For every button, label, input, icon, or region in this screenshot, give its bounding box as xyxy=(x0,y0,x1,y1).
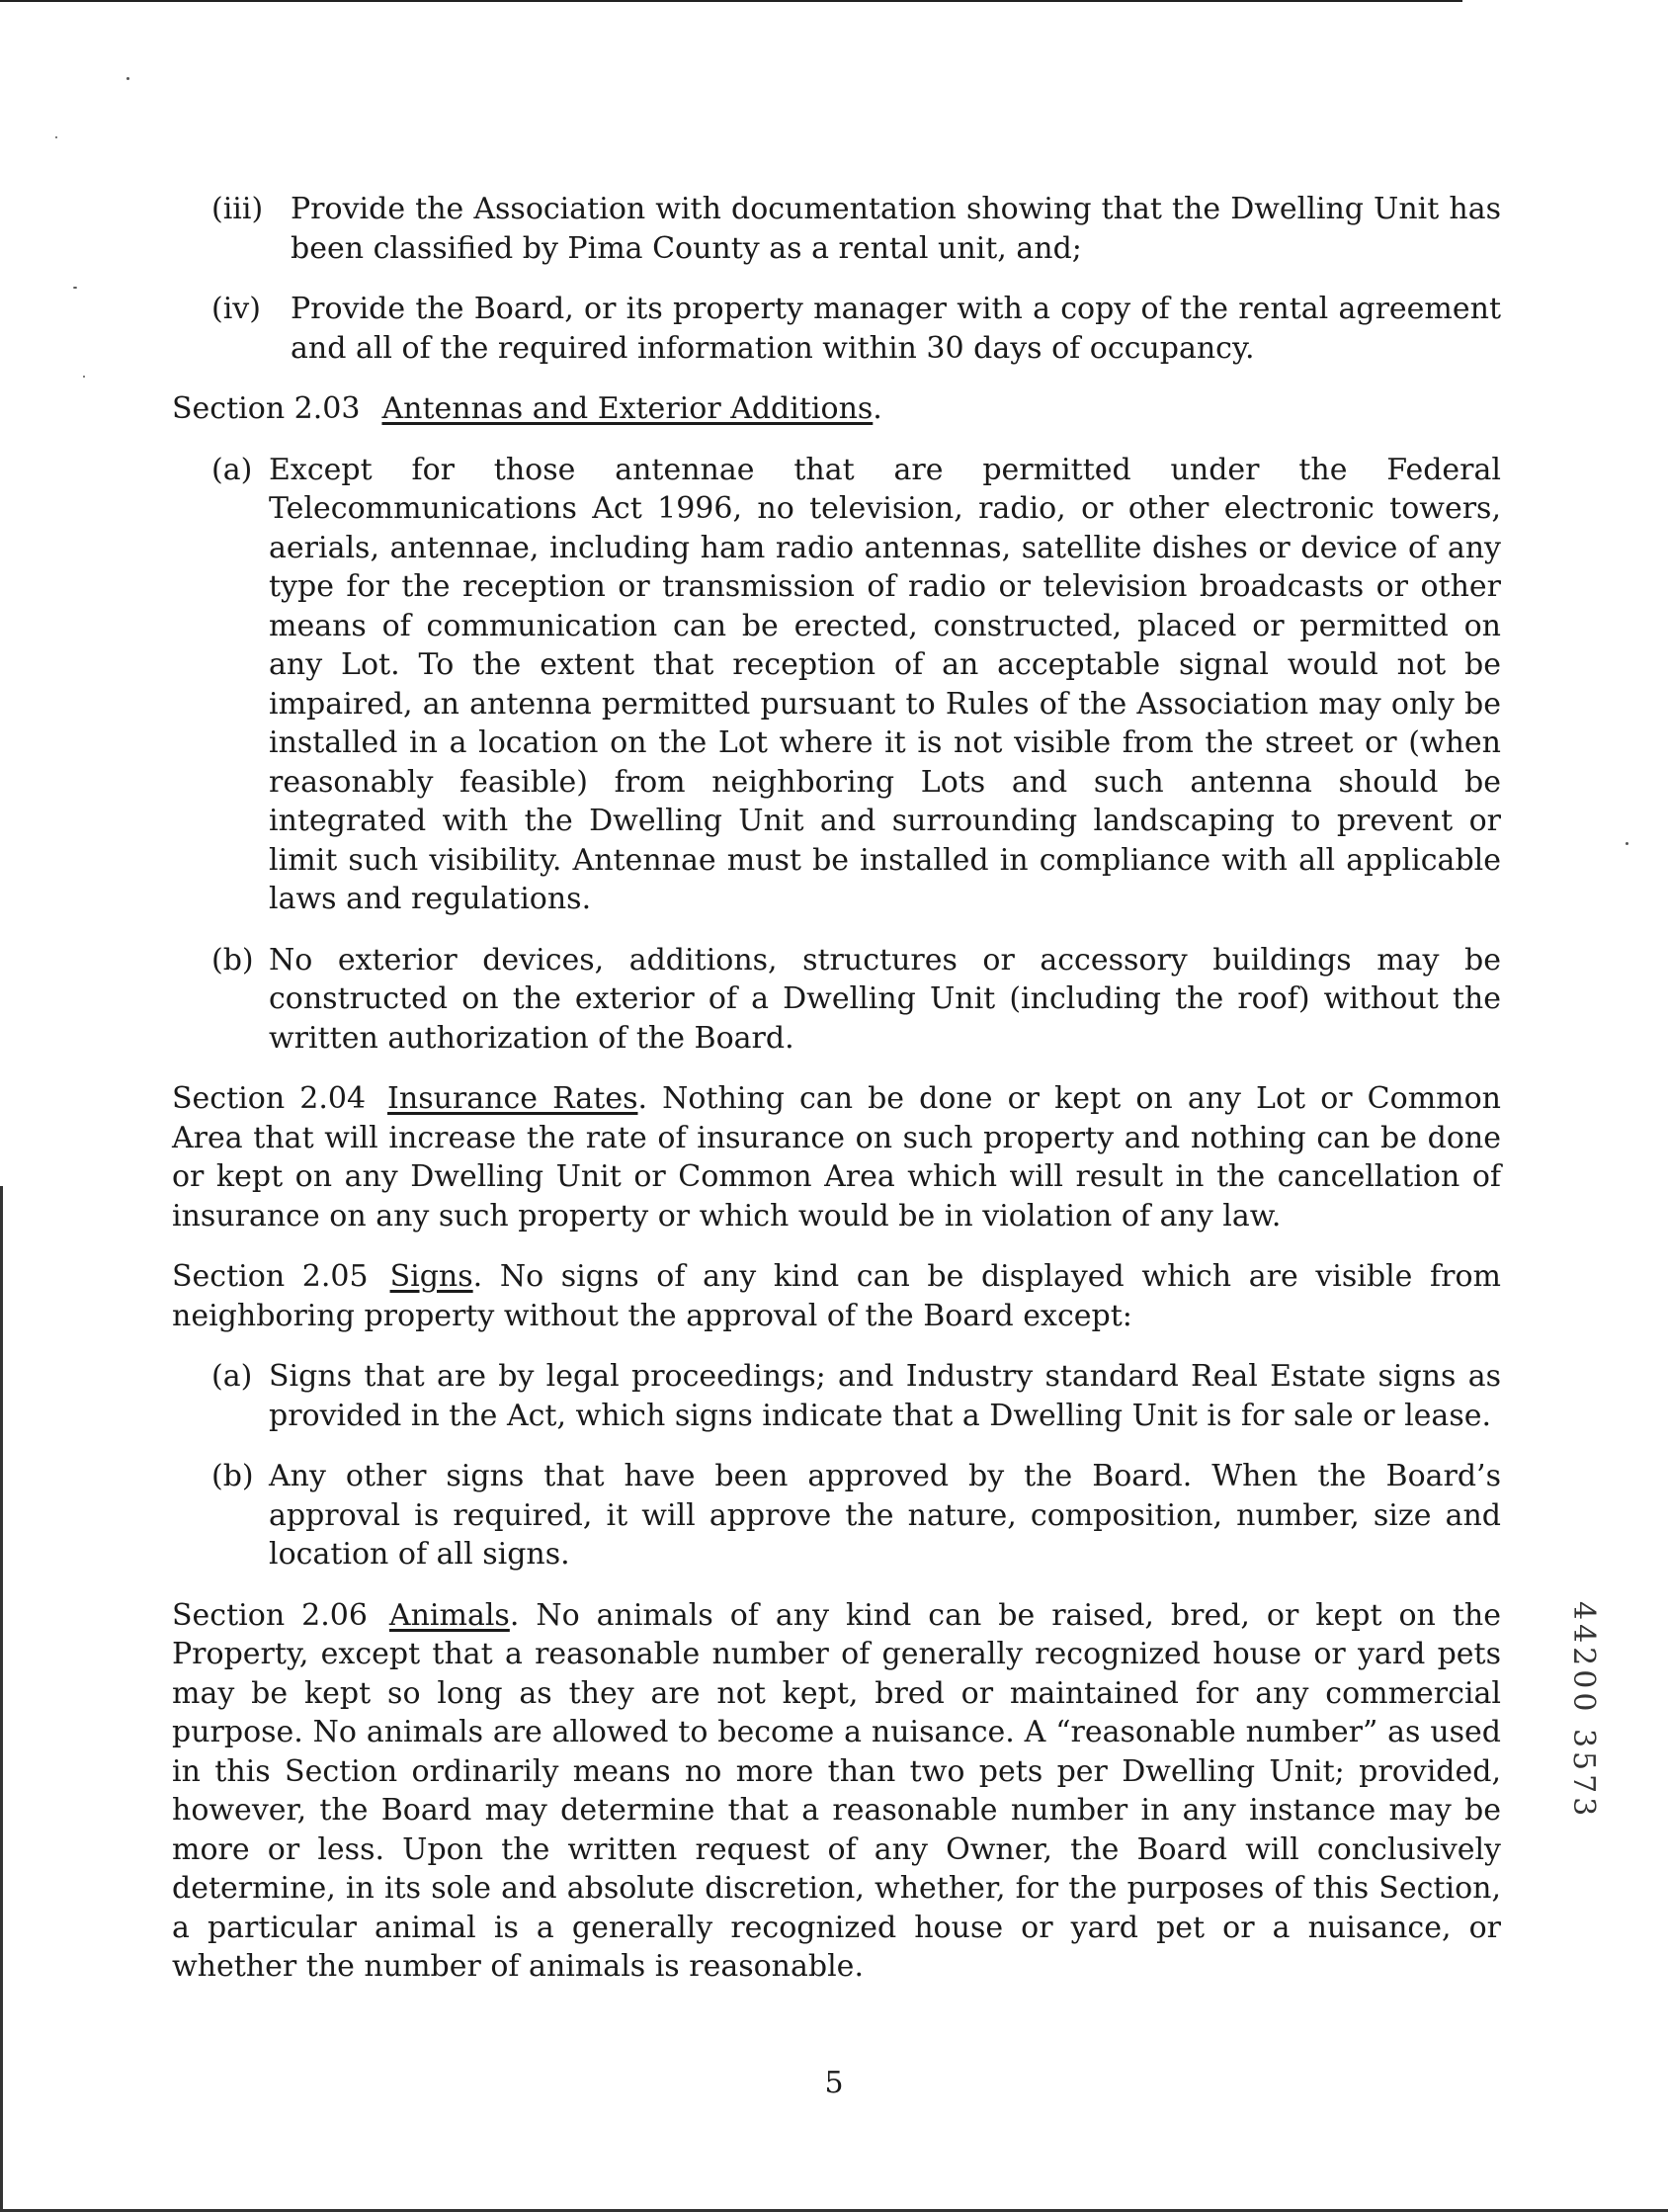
section-2-05: Section 2.05 Signs. No signs of any kind can be displayed which are visible from neighboring property without the approval of the Board except: xyxy=(172,1259,1501,1333)
section-2-03-item-b xyxy=(211,941,1501,1059)
section-text: No signs of any kind can be displayed which are visible from neighboring property without the approval of the Board except: xyxy=(172,1259,1501,1333)
list-item-text: Signs that are by legal proceedings; and Industry standard Real Estate signs as provided in the Act, which signs indicate that a Dwelling Unit is for sale or lease. xyxy=(269,1359,1501,1433)
section-label: Section 2.06 xyxy=(172,1597,368,1633)
scan-speck xyxy=(73,287,77,289)
list-item-text: No exterior devices, additions, structures or accessory buildings may be constructed on the exterior of a Dwelling Unit (including the roof) without the written authorization of the Board. xyxy=(269,942,1501,1056)
section-2-04: Section 2.04 Insurance Rates. Nothing can be done or kept on any Lot or Common Area that will increase the rate of insurance on such property and nothing can be done or kept on any Dwelling Unit or Common Area which will result in the cancellation of insurance on any such property or which would be in violation of any law. xyxy=(172,1081,1501,1234)
list-item-text: Provide the Association with documentation showing that the Dwelling Unit has been classified by Pima County as a rental unit, and; xyxy=(291,192,1501,266)
list-item-text: Provide the Board, or its property manager with a copy of the rental agreement and all of the required information within 30 days of occupancy. xyxy=(291,292,1501,366)
list-marker: (b) xyxy=(211,942,254,978)
list-marker: (iii) xyxy=(211,192,264,226)
section-label: Section 2.05 xyxy=(172,1259,369,1294)
section-title: Signs xyxy=(389,1259,473,1294)
scan-speck xyxy=(55,136,57,138)
list-marker: (iv) xyxy=(211,292,261,326)
section-2-03-item-a xyxy=(211,451,1501,919)
section-title: Animals xyxy=(388,1597,510,1633)
section-text: No animals of any kind can be raised, bred, or kept on the Property, except that a reasonable number of generally recognized house or yard pets may be kept so long as they are not kept, bred or maintained for any commercial purpose. No animals are allowed to become a nuisance. A “reasonable number” as used in this Section ordinarily means no more than two pets per Dwelling Unit; provided, however, the Board may determine that a reasonable number in any instance may be more or less. Upon the written request of any Owner, the Board will conclusively determine, in its sole and absolute discretion, whether, for the purposes of this Section, a particular animal is a generally recognized house or yard pet or a nuisance, or whether the number of animals is reasonable. xyxy=(172,1597,1501,1984)
section-text: Nothing can be done or kept on any Lot or Common Area that will increase the rate of insurance on such property and nothing can be done or kept on any Dwelling Unit or Common Area which will result in the cancellation of insurance on any such property or which would be in violation of any law. xyxy=(172,1081,1501,1234)
scan-speck xyxy=(83,376,85,378)
list-marker: (b) xyxy=(211,1459,254,1493)
list-item-text: Except for those antennae that are permitted under the Federal Telecommunications Act 1996, no television, radio, or other electronic towers, aerials, antennae, including ham radio antennas, satellite dishes or device of any type for the reception or transmission of radio or television broadcasts or other means of communication can be erected, constructed, placed or permitted on any Lot. To the extent that reception of an acceptable signal would not be impaired, an antenna permitted pursuant to Rules of the Association may only be installed in a location on the Lot where it is not visible from the street or (when reasonably feasible) from neighboring Lots and such antenna should be integrated with the Dwelling Unit and surrounding landscaping to prevent or limit such visibility. Antennae must be installed in compliance with all applicable laws and regulations. xyxy=(269,452,1501,916)
section-title: Insurance Rates xyxy=(387,1081,638,1116)
recording-number: 44200 3573 xyxy=(1566,1601,1601,1821)
section-2-03-heading: Section 2.03 Antennas and Exterior Additions. xyxy=(172,391,882,426)
section-2-06: Section 2.06 Animals. No animals of any kind can be raised, bred, or kept on the Property, except that a reasonable number of generally recognized house or yard pets may be kept so long as they are not kept, bred or maintained for any commercial purpose. No animals are allowed to become a nuisance. A “reasonable number” as used in this Section ordinarily means no more than two pets per Dwelling Unit; provided, however, the Board may determine that a reasonable number in any instance may be more or less. Upon the written request of any Owner, the Board will conclusively determine, in its sole and absolute discretion, whether, for the purposes of this Section, a particular animal is a generally recognized house or yard pet or a nuisance, or whether the number of animals is reasonable. xyxy=(172,1597,1501,1984)
section-2-05-item-a xyxy=(211,1357,1501,1435)
section-2-05-item-b xyxy=(211,1457,1501,1574)
scan-speck xyxy=(1626,842,1628,845)
page-number: 5 xyxy=(824,2066,844,2100)
list-marker: (a) xyxy=(211,452,253,487)
section-label: Section 2.03 xyxy=(172,391,361,426)
section-title: Antennas and Exterior Additions xyxy=(381,391,874,426)
scan-edge-top xyxy=(0,0,1462,2)
list-item-iv xyxy=(211,290,1501,368)
section-label: Section 2.04 xyxy=(172,1081,367,1116)
scan-speck xyxy=(126,77,129,80)
list-item-iii xyxy=(211,190,1501,268)
document-body xyxy=(172,190,1501,1987)
list-item-text: Any other signs that have been approved by the Board. When the Board’s approval is required, it will approve the nature, composition, number, size and location of all signs. xyxy=(269,1459,1501,1572)
scan-edge-left xyxy=(0,1186,3,2212)
list-marker: (a) xyxy=(211,1359,253,1394)
